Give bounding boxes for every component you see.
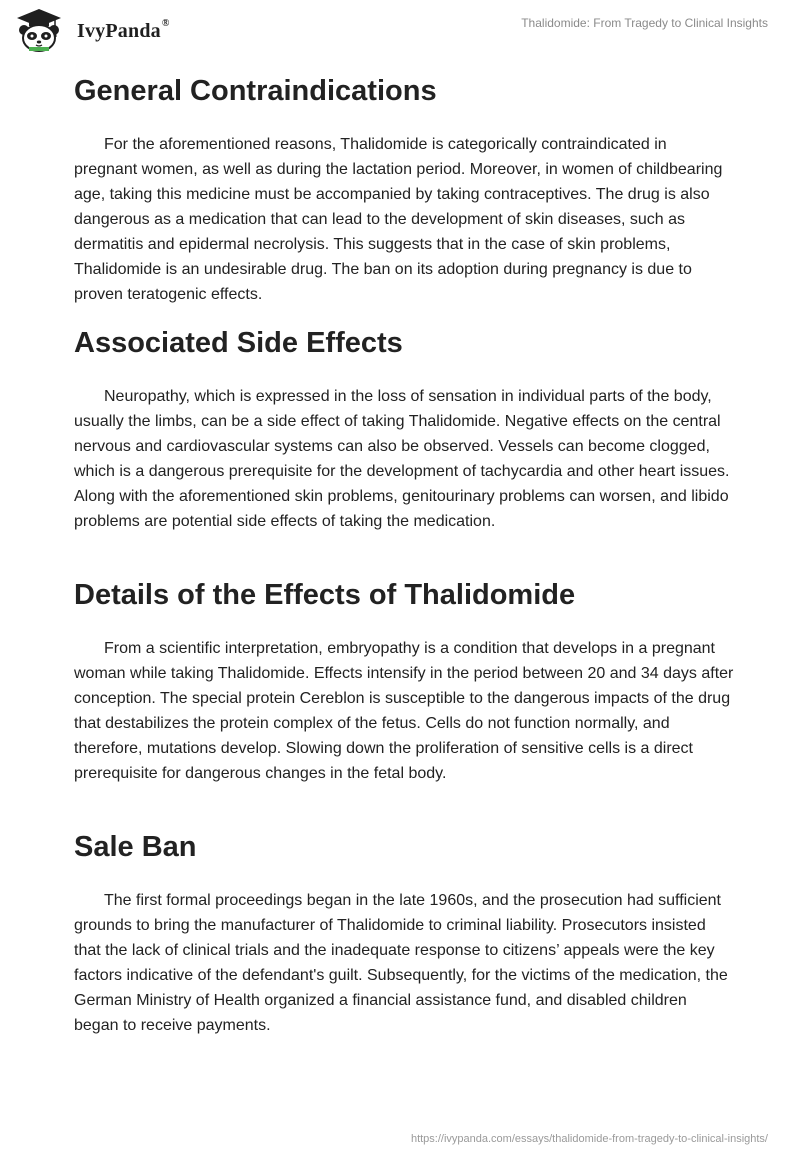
registered-mark: ®: [161, 18, 170, 29]
section-general-contraindications: [74, 72, 734, 307]
brand-text: IvyPanda: [77, 20, 161, 42]
section-heading: Associated Side Effects: [74, 327, 403, 359]
section-paragraph: The first formal proceedings began in the late 1960s, and the prosecution had sufficient grounds to bring the manufacturer of Thalidomide to criminal liability. Prosecutors insisted that the lack of clinical trials and the inadequate response to citizens’ appeals were the key factors indicative of the defendant's guilt. Subsequently, for the victims of the medication, the German Ministry of Health organized a financial assistance fund, and disabled children began to receive payments.: [74, 892, 728, 1034]
section-heading: Details of the Effects of Thalidomide: [74, 579, 576, 611]
section-heading: Sale Ban: [74, 831, 197, 863]
section-paragraph: From a scientific interpretation, embryopathy is a condition that develops in a pregnant woman while taking Thalidomide. Effects intensify in the period between 20 and 34 days after conception. The special protein Cereblon is susceptible to the dangerous impacts of the drug that destabilizes the protein complex of the fetus. Cells do not function normally, and therefore, mutations develop. Slowing down the proliferation of sensitive cells is a direct prerequisite for dangerous changes in the fetal body.: [74, 640, 734, 782]
page-header: [0, 0, 800, 60]
source-url-link[interactable]: https://ivypanda.com/essays/thalidomide-from-tragedy-to-clinical-insights/: [410, 1133, 768, 1145]
section-details-of-effects: [74, 576, 734, 786]
panda-graduate-icon: [15, 8, 63, 52]
section-sale-ban: [74, 828, 734, 1038]
document-title: Thalidomide: From Tragedy to Clinical Insights: [521, 16, 768, 30]
section-paragraph: Neuropathy, which is expressed in the loss of sensation in individual parts of the body, usually the limbs, can be a side effect of taking Thalidomide. Negative effects on the central nervous and cardiovascular systems can also be observed. Vessels can become clogged, which is a dangerous prerequisite for the development of tachycardia and other heart issues. Along with the aforementioned skin problems, genitourinary problems can worsen, and libido problems are potential side effects of taking the medication.: [74, 388, 730, 530]
brand-name[interactable]: [77, 20, 170, 43]
section-associated-side-effects: [74, 324, 734, 534]
section-paragraph: For the aforementioned reasons, Thalidomide is categorically contraindicated in pregnant women, as well as during the lactation period. Moreover, in women of childbearing age, taking this medicine must be accompanied by taking contraceptives. The drug is also dangerous as a medication that can lead to the development of skin diseases, such as dermatitis and epidermal necrolysis. This suggests that in the case of skin problems, Thalidomide is an undesirable drug. The ban on its adoption during pregnancy is due to proven teratogenic effects.: [74, 136, 723, 303]
section-heading: General Contraindications: [74, 75, 437, 107]
brand-logo-link[interactable]: [15, 8, 63, 52]
